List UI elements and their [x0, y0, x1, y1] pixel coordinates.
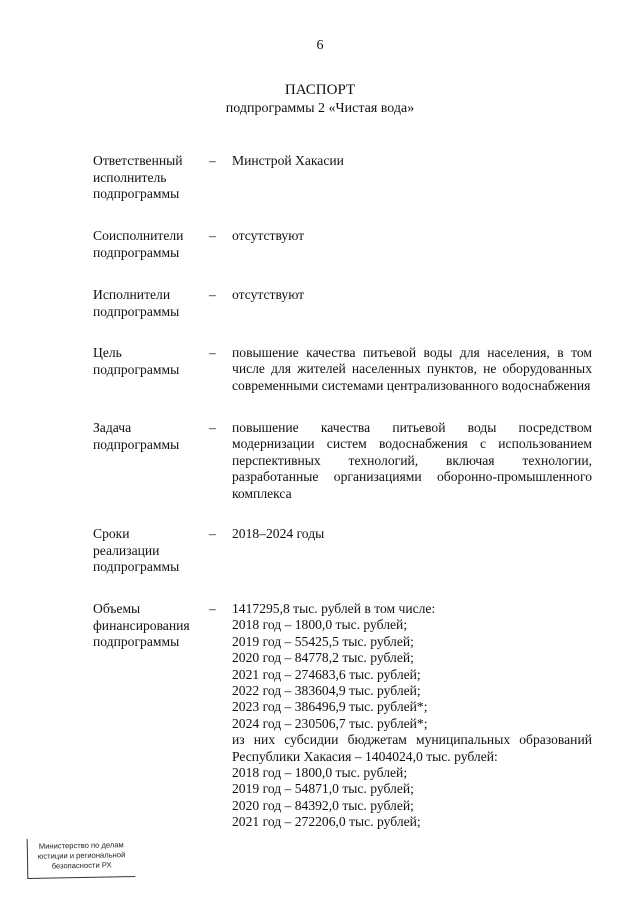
page-number: 6 — [316, 38, 324, 53]
registration-stamp: Министерство по делам юстиции и региональной безопасности РХ — [27, 837, 136, 879]
subsidy-text: из них субсидии бюджетам муниципальных образований Республики Хакасия – 1404024,0 тыс. рублей: — [232, 732, 592, 764]
row-value: повышение качества питьевой воды для населения, в том числе для жителей населенных пунктов, не оборудованных современными системами централизованного водоснабжения — [232, 345, 592, 393]
row-value: 2018–2024 годы — [232, 526, 325, 541]
row-value: отсутствуют — [232, 228, 305, 243]
subsidy-year: 2021 год – 272206,0 тыс. рублей; — [232, 814, 421, 830]
row-dash: – — [209, 228, 216, 243]
subsidy-year: 2019 год – 54871,0 тыс. рублей; — [232, 781, 414, 797]
financing-year: 2021 год – 274683,6 тыс. рублей; — [232, 666, 421, 682]
financing-year: 2022 год – 383604,9 тыс. рублей; — [232, 683, 421, 699]
row-dash: – — [209, 287, 216, 302]
row-dash: – — [209, 526, 216, 541]
row-label: Цель подпрограммы — [93, 345, 180, 377]
financing-value — [232, 601, 592, 831]
financing-year: 2018 год – 1800,0 тыс. рублей; — [232, 617, 408, 633]
row-value: повышение качества питьевой воды посредством модернизации систем водоснабжения с использованием перспективных технологий, включая технологии, разработанные организациями оборонно-промышленного комплекса — [232, 420, 592, 501]
row-label: Ответственный исполнитель подпрограммы — [93, 153, 183, 202]
document-title: ПАСПОРТ — [284, 82, 356, 98]
document-subtitle: подпрограммы 2 «Чистая вода» — [225, 101, 415, 116]
financing-total: 1417295,8 тыс. рублей в том числе: — [232, 601, 436, 616]
row-label: Сроки реализации подпрограммы — [93, 526, 180, 575]
subsidy-year: 2020 год – 84392,0 тыс. рублей; — [232, 797, 414, 813]
row-dash: – — [209, 345, 216, 360]
row-value: отсутствуют — [232, 287, 305, 302]
financing-year: 2020 год – 84778,2 тыс. рублей; — [232, 650, 414, 666]
row-dash: – — [209, 153, 216, 168]
row-label: Задача подпрограммы — [93, 420, 180, 452]
row-value: Минстрой Хакасии — [232, 153, 344, 168]
row-label: Соисполнители подпрограммы — [93, 228, 184, 260]
financing-year: 2023 год – 386496,9 тыс. рублей*; — [232, 699, 428, 715]
financing-year: 2019 год – 55425,5 тыс. рублей; — [232, 633, 414, 649]
financing-year: 2024 год – 230506,7 тыс. рублей*; — [232, 715, 428, 731]
row-label: Исполнители подпрограммы — [93, 287, 180, 319]
subsidy-year: 2018 год – 1800,0 тыс. рублей; — [232, 765, 408, 781]
row-dash: – — [209, 601, 216, 616]
row-label: Объемы финансирования подпрограммы — [93, 601, 190, 650]
row-dash: – — [209, 420, 216, 435]
